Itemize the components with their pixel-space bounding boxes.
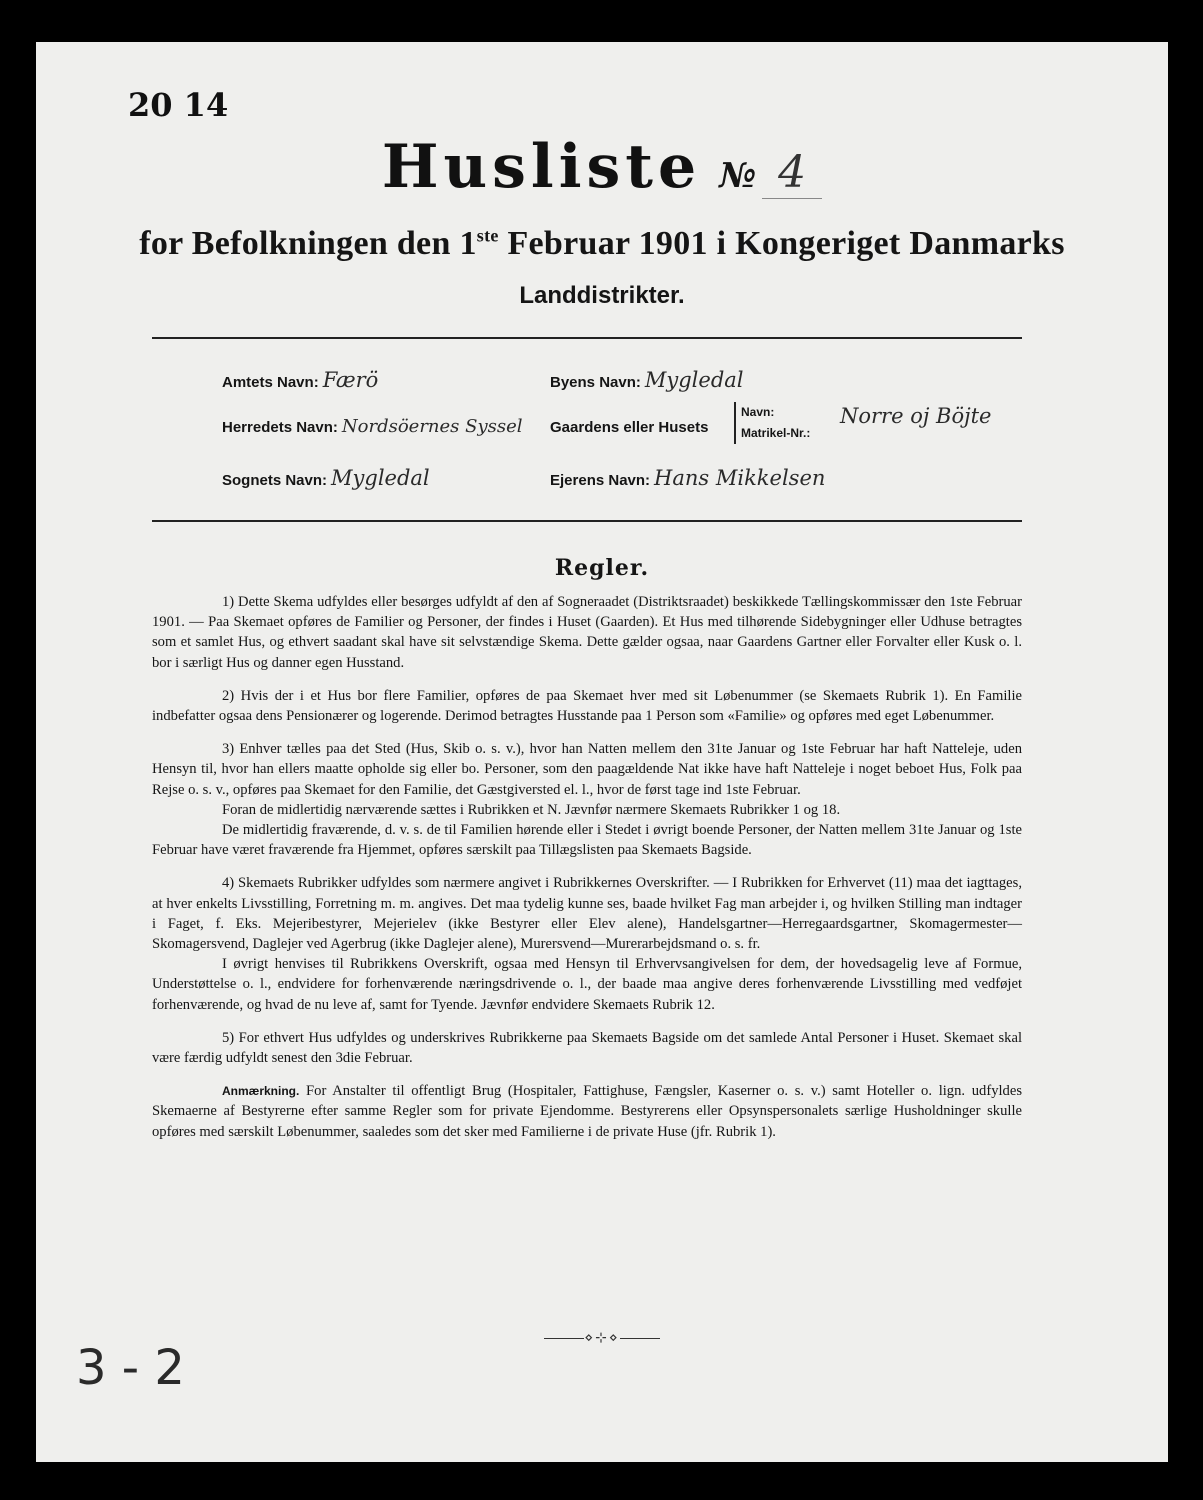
rule-3-fravaerende: De midlertidig fraværende, d. v. s. de til Familien hørende eller i Stedet i øvrigt boende Personer, der Natten mellem 31te Januar og 1ste Februar have været fraværende fra Hjemmet, opføres særskilt paa Tillægslisten paa Skemaets Bagside. <box>152 822 1022 859</box>
rules-heading: Regler. <box>554 555 650 581</box>
rule-3: 3) Enhver tælles paa det Sted (Hus, Skib o. s. v.), hvor han Natten mellem den 31te Januar og 1ste Februar har haft Natteleje, uden Hensyn til, hvor han ellers maatte opholde sig eller bo. Personer, som den paagældende Nat ikke have haft Natteleje i noget beboet Hus, Folk paa Rejse o. s. v., opføres paa Skemaet for den Familie, det Gæstgiversted el. l., hvor de først tage ind 1ste Februar. <box>152 741 1022 798</box>
herred-field: Herredets Navn: Nordsöernes Syssel <box>222 416 523 437</box>
district-heading: Landdistrikter. <box>519 282 685 309</box>
handwritten-page-mark: 3 - 2 <box>76 1340 185 1396</box>
title-block <box>36 132 1168 202</box>
gaard-field: Gaardens eller Husets <box>550 419 709 436</box>
amt-field: Amtets Navn: Færö <box>222 368 379 392</box>
gaard-value: Norre oj Böjte <box>840 404 992 428</box>
gaard-value-field <box>836 404 991 428</box>
rule-4-henvisning: I øvrigt henvises til Rubrikkens Overskrift, ogsaa med Hensyn til Erhvervsangivelsen for dem, der hovedsagelig leve af Formue, Understøttelse o. l., endvidere for forhenværende næringsdrivende o. l., der baade maa angive deres forhenværende Livsstilling med vedføjet forhenværende, og hvad de nu leve af, samt for Tyende. Jævnfør endvidere Skemaets Rubrik 12. <box>152 956 1022 1013</box>
rules-body <box>152 592 1022 1142</box>
annotation-note: Anmærkning. For Anstalter til offentligt Brug (Hospitaler, Fattighuse, Fængsler, Kaserner o. s. v.) samt Hoteller o. lign. udfyldes Skemaerne af Bestyrerne efter samme Regler som for private Ejendomme. Bestyrerens eller Opsynspersonalets særlige Husholdninger skulle opføres med særskilt Løbenummer, saaledes som det sker med Familierne i de private Huse (jfr. Rubrik 1). <box>152 1083 1022 1140</box>
form-title: Husliste <box>381 132 702 202</box>
gaard-matrikel-label: Matrikel-Nr.: <box>741 426 811 440</box>
gaard-bracket <box>734 402 810 444</box>
sogn-field: Sognets Navn: Mygledal <box>222 466 430 490</box>
amt-value: Færö <box>322 368 379 392</box>
herred-value: Nordsöernes Syssel <box>341 416 523 437</box>
rule-1: 1) Dette Skema udfyldes eller besørges udfyldt af den af Sogneraadet (Distriktsraadet) beskikkede Tællingskommissær den 1ste Februar 1901. — Paa Skemaet opføres de Familier og Personer, der findes i Huset (Gaarden). Et Hus med tilhørende Sidebygninger eller Udhuse betragtes som et samlet Hus, og ethvert saadant skal have sit selvstændige Skema. Dette gælder ogsaa, naar Gaardens Gartner eller Forvalter eller Kusk o. l. bor i særligt Hus og danner egen Husstand. <box>152 594 1022 671</box>
corner-number: 20 14 <box>128 86 229 124</box>
byens-value: Mygledal <box>644 368 744 392</box>
ornament-divider: ⋄⊹⋄ <box>36 1330 1168 1346</box>
rule-3-foran: Foran de midlertidig nærværende sættes i Rubrikken et N. Jævnfør nærmere Skemaets Rubrikker 1 og 18. <box>222 801 841 818</box>
form-subtitle: for Befolkningen den 1ste Februar 1901 i Kongeriget Danmarks <box>139 225 1065 262</box>
ejer-field: Ejerens Navn: Hans Mikkelsen <box>550 466 826 490</box>
rule-5: 5) For ethvert Hus udfyldes og underskrives Rubrikkerne paa Skemaets Bagside om det samlede Antal Personer i Huset. Skemaet skal være færdig udfyldt senest den 3die Februar. <box>152 1029 1022 1067</box>
bottom-divider <box>152 520 1022 522</box>
rule-4: 4) Skemaets Rubrikker udfyldes som nærmere angivet i Rubrikkernes Overskrifter. — I Rubrikken for Erhvervet (11) maa det iagttages, at hver enkelts Livsstilling, Forretning m. m. angives. Det maa tydelig kunne ses, baade hvilket Fag man arbejder i, og hvilken Stilling man indtager i Faget, f. Eks. Mejeribestyrer, Mejerielev (ikke Bestyrer eller Elev alene), Handelsgartner—Herregaardsgartner, Skomagermester—Skomagersvend, Daglejer ved Agerbrug (ikke Daglejer alene), Murersvend—Murerarbejdsmand o. s. fr. <box>152 875 1022 953</box>
top-divider <box>152 337 1022 339</box>
number-mark: № <box>719 156 757 196</box>
sogn-value: Mygledal <box>331 466 430 490</box>
ejer-value: Hans Mikkelsen <box>654 466 826 490</box>
byens-field: Byens Navn: Mygledal <box>550 368 744 392</box>
rule-2: 2) Hvis der i et Hus bor flere Familier, opføres de paa Skemaet hver med sit Løbenummer (se Skemaets Rubrik 1). En Familie indbefatter ogsaa dens Pensionærer og logerende. Derimod betragtes Husstande paa 1 Person som «Familie» og opføres med eget Løbenummer. <box>152 687 1022 725</box>
census-form-page <box>36 42 1168 1462</box>
house-number: 4 <box>762 147 822 199</box>
gaard-navn-label: Navn: <box>741 405 775 419</box>
